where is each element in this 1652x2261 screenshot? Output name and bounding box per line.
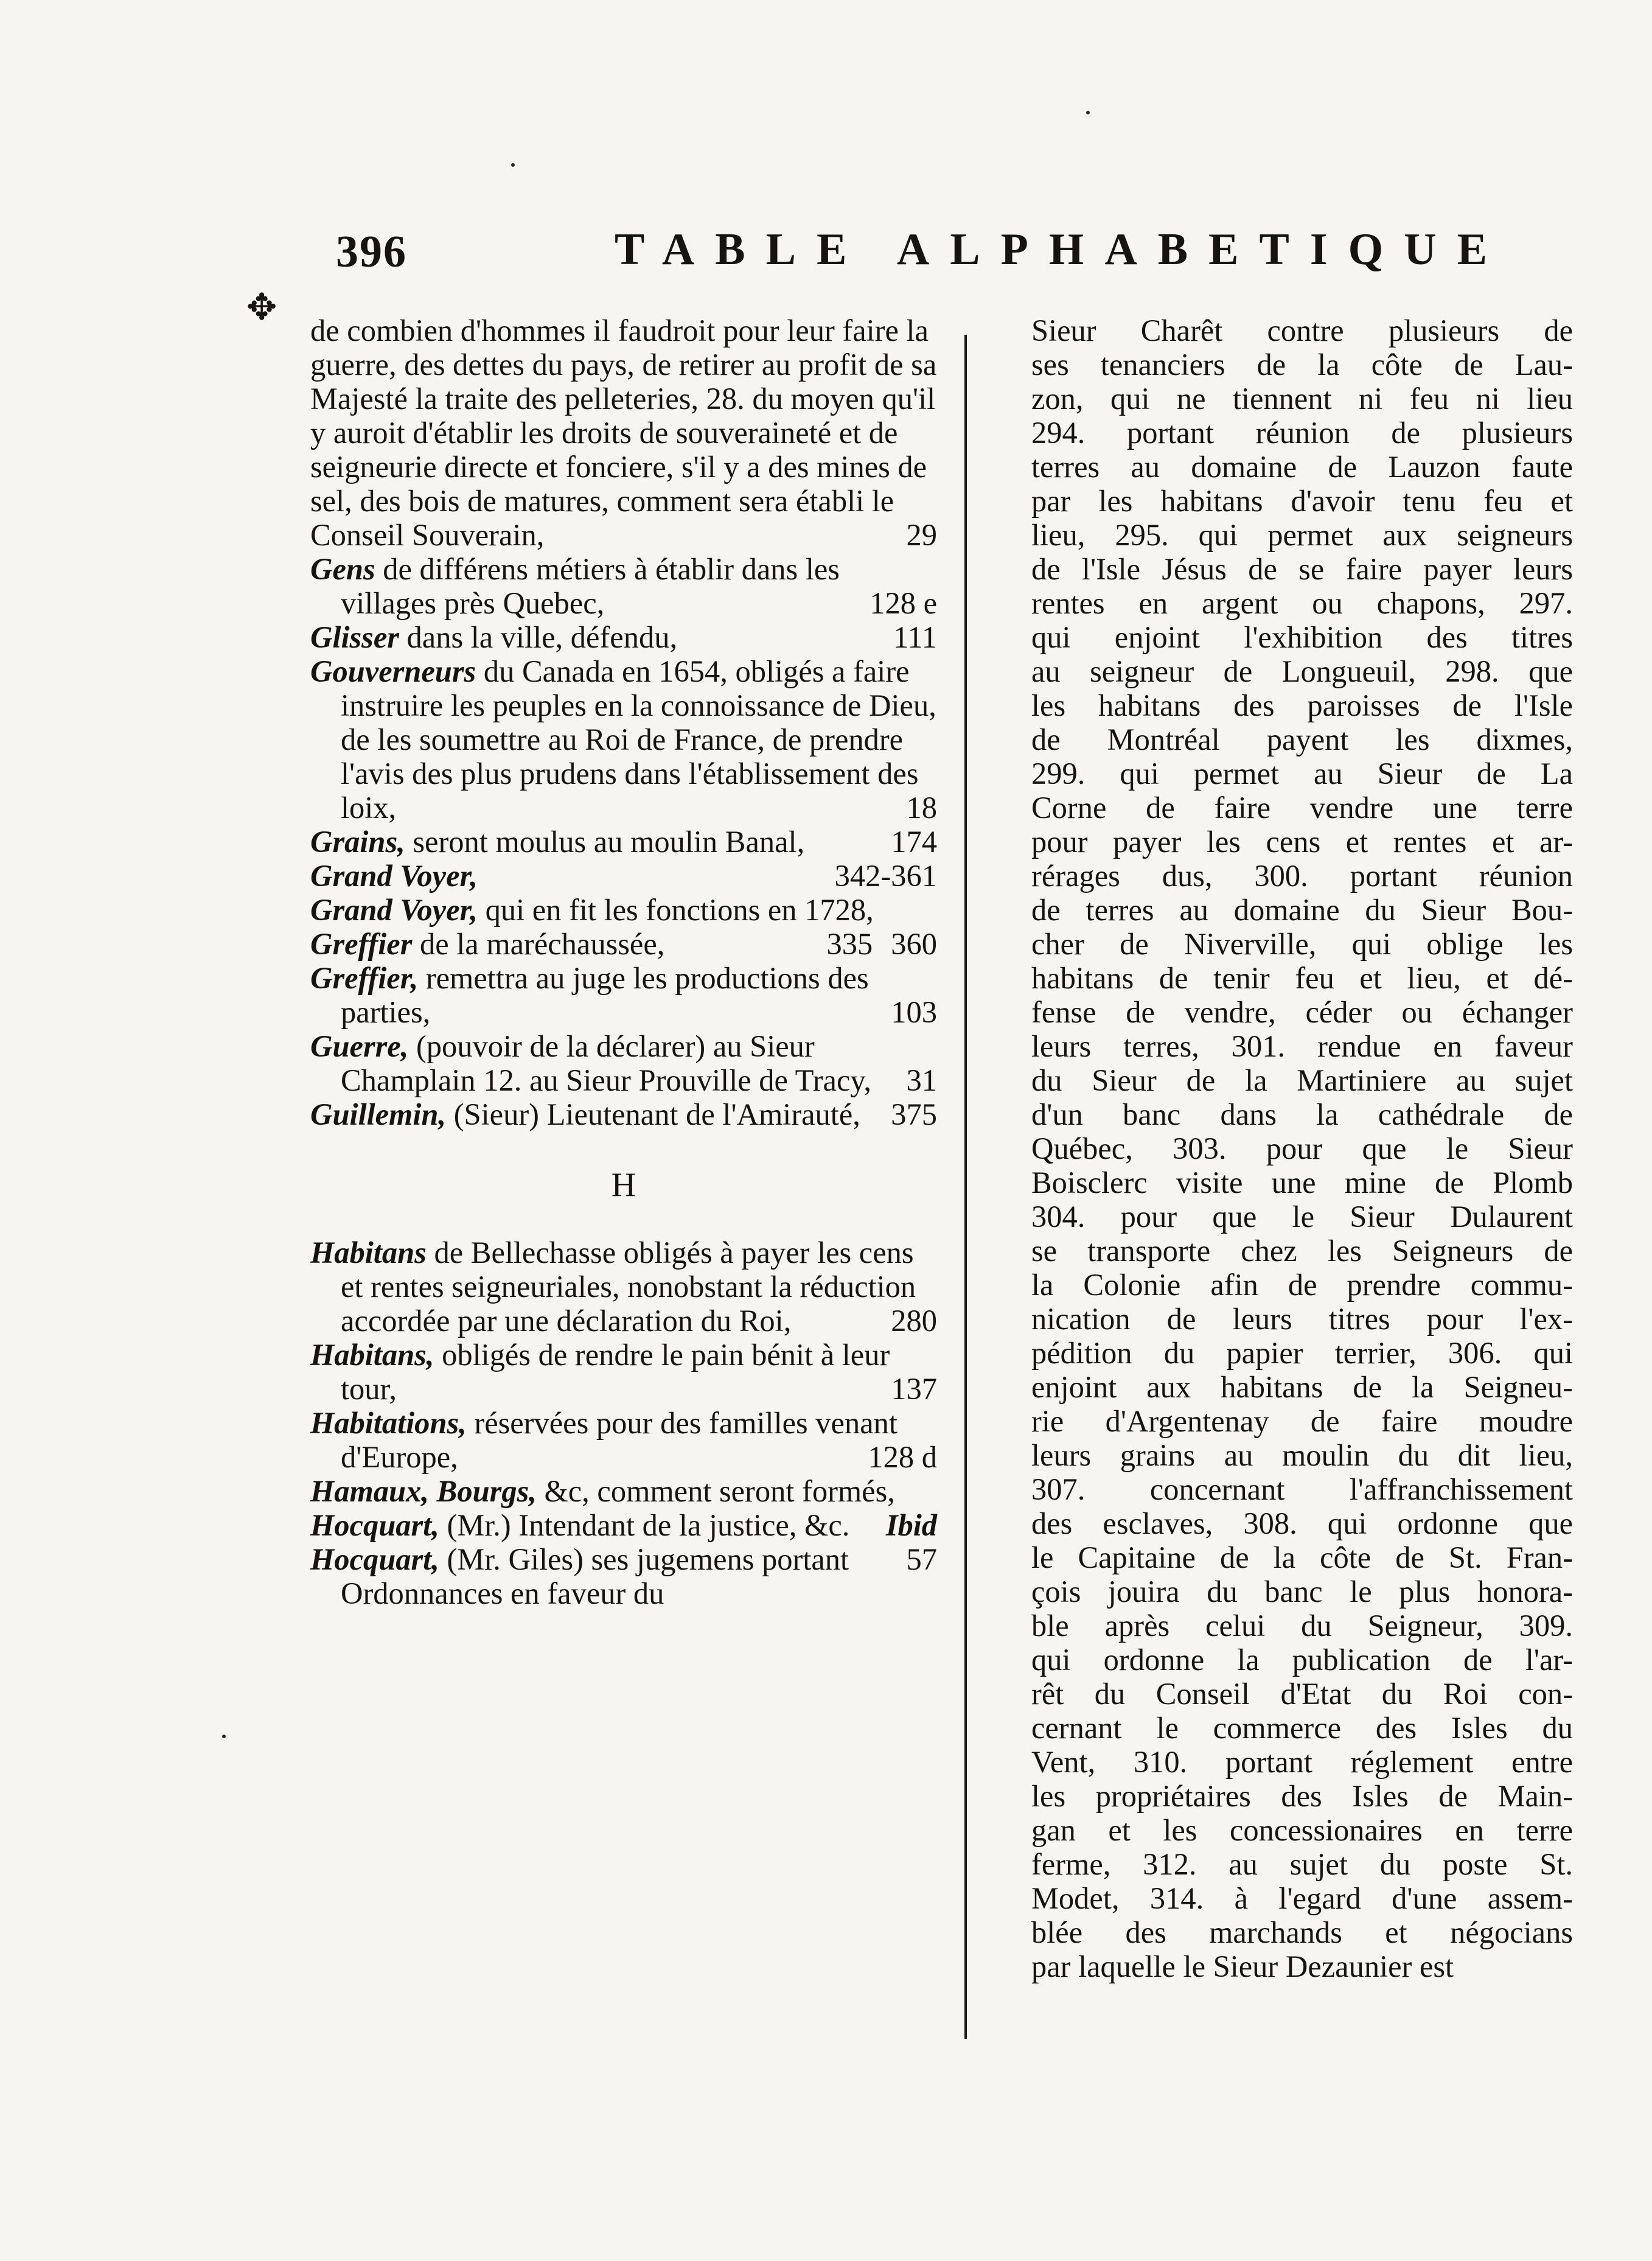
text-line: cher de Niverville, qui oblige les bbox=[1031, 927, 1573, 961]
text-line: enjoint aux habitans de la Seigneu- bbox=[1031, 1370, 1573, 1404]
index-entry bbox=[310, 859, 937, 893]
ink-speck bbox=[511, 163, 515, 167]
entry-ref: 111 bbox=[893, 620, 937, 654]
index-entry bbox=[310, 552, 937, 620]
text-line: leurs terres, 301. rendue en faveur bbox=[1031, 1029, 1573, 1063]
entry-text: (pouvoir de la déclarer) au Sieur Champlain 12. au Sieur Prouville de Tracy, bbox=[341, 1029, 871, 1097]
text-line: 304. pour que le Sieur Dulaurent bbox=[1031, 1200, 1573, 1234]
letter-heading: H bbox=[611, 1166, 636, 1204]
text-line: ble après celui du Seigneur, 309. bbox=[1031, 1609, 1573, 1643]
text-line: rie d'Argentenay de faire moudre bbox=[1031, 1404, 1573, 1438]
text-line: rêt du Conseil d'Etat du Roi con- bbox=[1031, 1677, 1573, 1711]
text-line: des esclaves, 308. qui ordonne que bbox=[1031, 1506, 1573, 1540]
text-line: de terres au domaine du Sieur Bou- bbox=[1031, 893, 1573, 927]
text-line: par les habitans d'avoir tenu feu et bbox=[1031, 484, 1573, 518]
entries-h bbox=[310, 1235, 937, 1610]
text-line: Vent, 310. portant réglement entre bbox=[1031, 1745, 1573, 1779]
page-number: 396 bbox=[336, 227, 407, 277]
entry-ref: 375 bbox=[891, 1097, 937, 1131]
text-line: rérages dus, 300. portant réunion bbox=[1031, 859, 1573, 893]
text-line: 294. portant réunion de plusieurs bbox=[1031, 416, 1573, 450]
entry-ref: 29 bbox=[906, 518, 937, 552]
entry-term: Grains, bbox=[310, 825, 405, 859]
entry-text: remettra au juge les productions des parties, bbox=[341, 961, 869, 1029]
entry-term: Habitans, bbox=[310, 1338, 434, 1372]
index-entry bbox=[310, 1029, 937, 1097]
entry-term: Gouverneurs bbox=[310, 654, 476, 688]
entry-ref: Ibid bbox=[885, 1508, 937, 1542]
text-line: se transporte chez les Seigneurs de bbox=[1031, 1234, 1573, 1268]
entry-text: obligés de rendre le pain bénit à leur tour, bbox=[341, 1338, 890, 1406]
entry-term: Habitations, bbox=[310, 1406, 467, 1440]
column-rule bbox=[964, 335, 967, 2039]
entry-term: Gens bbox=[310, 552, 375, 586]
entry-term: Hocquart, bbox=[310, 1542, 439, 1576]
text-line: nication de leurs titres pour l'ex- bbox=[1031, 1302, 1573, 1336]
text-line: de l'Isle Jésus de se faire payer leurs bbox=[1031, 552, 1573, 586]
text-line: ferme, 312. au sujet du poste St. bbox=[1031, 1847, 1573, 1881]
entry-text: dans la ville, défendu, bbox=[406, 620, 678, 654]
entry-text: de la maréchaussée, bbox=[419, 927, 665, 961]
entry-text: seront moulus au moulin Banal, bbox=[413, 825, 805, 859]
entry-term: Guerre, bbox=[310, 1029, 409, 1063]
text-line: de Montréal payent les dixmes, bbox=[1031, 722, 1573, 757]
entry-text: de Bellechasse obligés à payer les cens et rentes seigneuriales, nonobstant la réduction accordée par une déclaration du Roi, bbox=[341, 1235, 916, 1338]
right-column bbox=[1031, 313, 1573, 1983]
entry-ref: 128 e bbox=[870, 586, 937, 620]
text-line: qui ordonne la publication de l'ar- bbox=[1031, 1643, 1573, 1677]
entry-ref: 18 bbox=[906, 791, 937, 825]
entry-ref: 280 bbox=[891, 1304, 937, 1338]
entry-term: Guillemin, bbox=[310, 1097, 447, 1131]
text-line: du Sieur de la Martiniere au sujet bbox=[1031, 1063, 1573, 1097]
text-line: d'un banc dans la cathédrale de bbox=[1031, 1097, 1573, 1131]
entries-g bbox=[310, 552, 937, 1131]
text-line: par laquelle le Sieur Dezaunier est bbox=[1031, 1949, 1454, 1983]
entry-text: (Mr.) Intendant de la justice, &c. bbox=[447, 1508, 850, 1542]
index-entry bbox=[310, 961, 937, 1029]
ornament-icon: ✥ bbox=[246, 287, 277, 327]
text-line: rentes en argent ou chapons, 297. bbox=[1031, 586, 1573, 620]
entry-term: Hocquart, bbox=[310, 1508, 439, 1542]
entry-term: Hamaux, Bourgs, bbox=[310, 1474, 537, 1508]
entry-ref: 103 bbox=[891, 995, 937, 1029]
index-entry bbox=[310, 1338, 937, 1406]
entry-ref: 174 bbox=[891, 825, 937, 859]
entry-term: Greffier bbox=[310, 927, 413, 961]
entry-ref: 128 d bbox=[868, 1440, 937, 1474]
entry-ref: 31 bbox=[906, 1063, 937, 1097]
entry-ref: 342-361 bbox=[834, 859, 937, 893]
entry-text: du Canada en 1654, obligés a faire instruire les peuples en la connoissance de Dieu, de les soumettre au Roi de France, de prendre l'avis des plus prudens dans l'établissement des loix, bbox=[341, 654, 936, 825]
text-line: Sieur Charêt contre plusieurs de bbox=[1031, 313, 1573, 348]
index-entry bbox=[310, 1542, 937, 1610]
left-column bbox=[310, 313, 937, 1610]
text-line: cernant le commerce des Isles du bbox=[1031, 1711, 1573, 1745]
index-entry bbox=[310, 927, 937, 961]
text-line: çois jouira du banc le plus honora- bbox=[1031, 1574, 1573, 1609]
text-line: les propriétaires des Isles de Main- bbox=[1031, 1779, 1573, 1813]
entry-ref: 57 bbox=[906, 1542, 937, 1576]
index-entry bbox=[310, 825, 937, 859]
entry-term: Grand Voyer, bbox=[310, 893, 478, 927]
text-line: fense de vendre, céder ou échanger bbox=[1031, 995, 1573, 1029]
running-title: TABLE ALPHABETIQUE bbox=[615, 225, 1508, 274]
index-entry bbox=[310, 1235, 937, 1338]
entry-ref: 137 bbox=[891, 1372, 937, 1406]
text-line: ses tenanciers de la côte de Lau- bbox=[1031, 348, 1573, 382]
continuation-entry bbox=[310, 313, 937, 552]
text-line: qui enjoint l'exhibition des titres bbox=[1031, 620, 1573, 654]
entry-text: réservées pour des familles venant d'Europe, bbox=[341, 1406, 897, 1474]
entry-ref: 360 bbox=[891, 927, 937, 961]
index-entry bbox=[310, 654, 937, 825]
text-line: habitans de tenir feu et lieu, et dé- bbox=[1031, 961, 1573, 995]
entry-term: Habitans bbox=[310, 1235, 427, 1270]
text-line: Québec, 303. pour que le Sieur bbox=[1031, 1131, 1573, 1165]
index-entry bbox=[310, 1097, 937, 1131]
index-entry bbox=[310, 1406, 937, 1474]
entry-text: (Sieur) Lieutenant de l'Amirauté, bbox=[453, 1097, 860, 1131]
text-line: terres au domaine de Lauzon faute bbox=[1031, 450, 1573, 484]
entry-text: (Mr. Giles) ses jugemens portant Ordonnances en faveur du bbox=[341, 1542, 849, 1610]
entry-text: qui en fit les fonctions en 1728, bbox=[485, 893, 874, 927]
text-line: pour payer les cens et rentes et ar- bbox=[1031, 825, 1573, 859]
text-line: lieu, 295. qui permet aux seigneurs bbox=[1031, 518, 1573, 552]
text-line: leurs grains au moulin du dit lieu, bbox=[1031, 1438, 1573, 1472]
entry-text: de différens métiers à établir dans les villages près Quebec, bbox=[341, 552, 840, 620]
text-line: Boisclerc visite une mine de Plomb bbox=[1031, 1165, 1573, 1200]
text-line: zon, qui ne tiennent ni feu ni lieu bbox=[1031, 382, 1573, 416]
ink-speck bbox=[1086, 111, 1090, 114]
text-line: pédition du papier terrier, 306. qui bbox=[1031, 1336, 1573, 1370]
text-line: 299. qui permet au Sieur de La bbox=[1031, 757, 1573, 791]
ink-speck bbox=[222, 1735, 226, 1738]
text-line: gan et les concessionaires en terre bbox=[1031, 1813, 1573, 1847]
text-line: 307. concernant l'affranchissement bbox=[1031, 1472, 1573, 1506]
text-line: la Colonie afin de prendre commu- bbox=[1031, 1268, 1573, 1302]
entry-term: Greffier, bbox=[310, 961, 419, 995]
text-line: blée des marchands et négocians bbox=[1031, 1915, 1573, 1949]
text-line: Modet, 314. à l'egard d'une assem- bbox=[1031, 1881, 1573, 1915]
text-line: Corne de faire vendre une terre bbox=[1031, 791, 1573, 825]
entry-text: de combien d'hommes il faudroit pour leur faire la guerre, des dettes du pays, de retirer au profit de sa Majesté la traite des pelleteries, 28. du moyen qu'il y auroit d'établir les droits de souveraineté et de seigneurie directe et fonciere, s'il y a des mines de sel, des bois de matures, comment sera établi le Conseil Souverain, bbox=[310, 313, 937, 552]
entry-text: &c, comment seront formés, bbox=[544, 1474, 895, 1508]
text-line: le Capitaine de la côte de St. Fran- bbox=[1031, 1540, 1573, 1574]
entry-ref: 335 bbox=[826, 927, 873, 961]
text-line: les habitans des paroisses de l'Isle bbox=[1031, 688, 1573, 722]
entry-term: Grand Voyer, bbox=[310, 859, 478, 893]
index-entry bbox=[310, 620, 937, 654]
entry-term: Glisser bbox=[310, 620, 399, 654]
text-line: au seigneur de Longueuil, 298. que bbox=[1031, 654, 1573, 688]
